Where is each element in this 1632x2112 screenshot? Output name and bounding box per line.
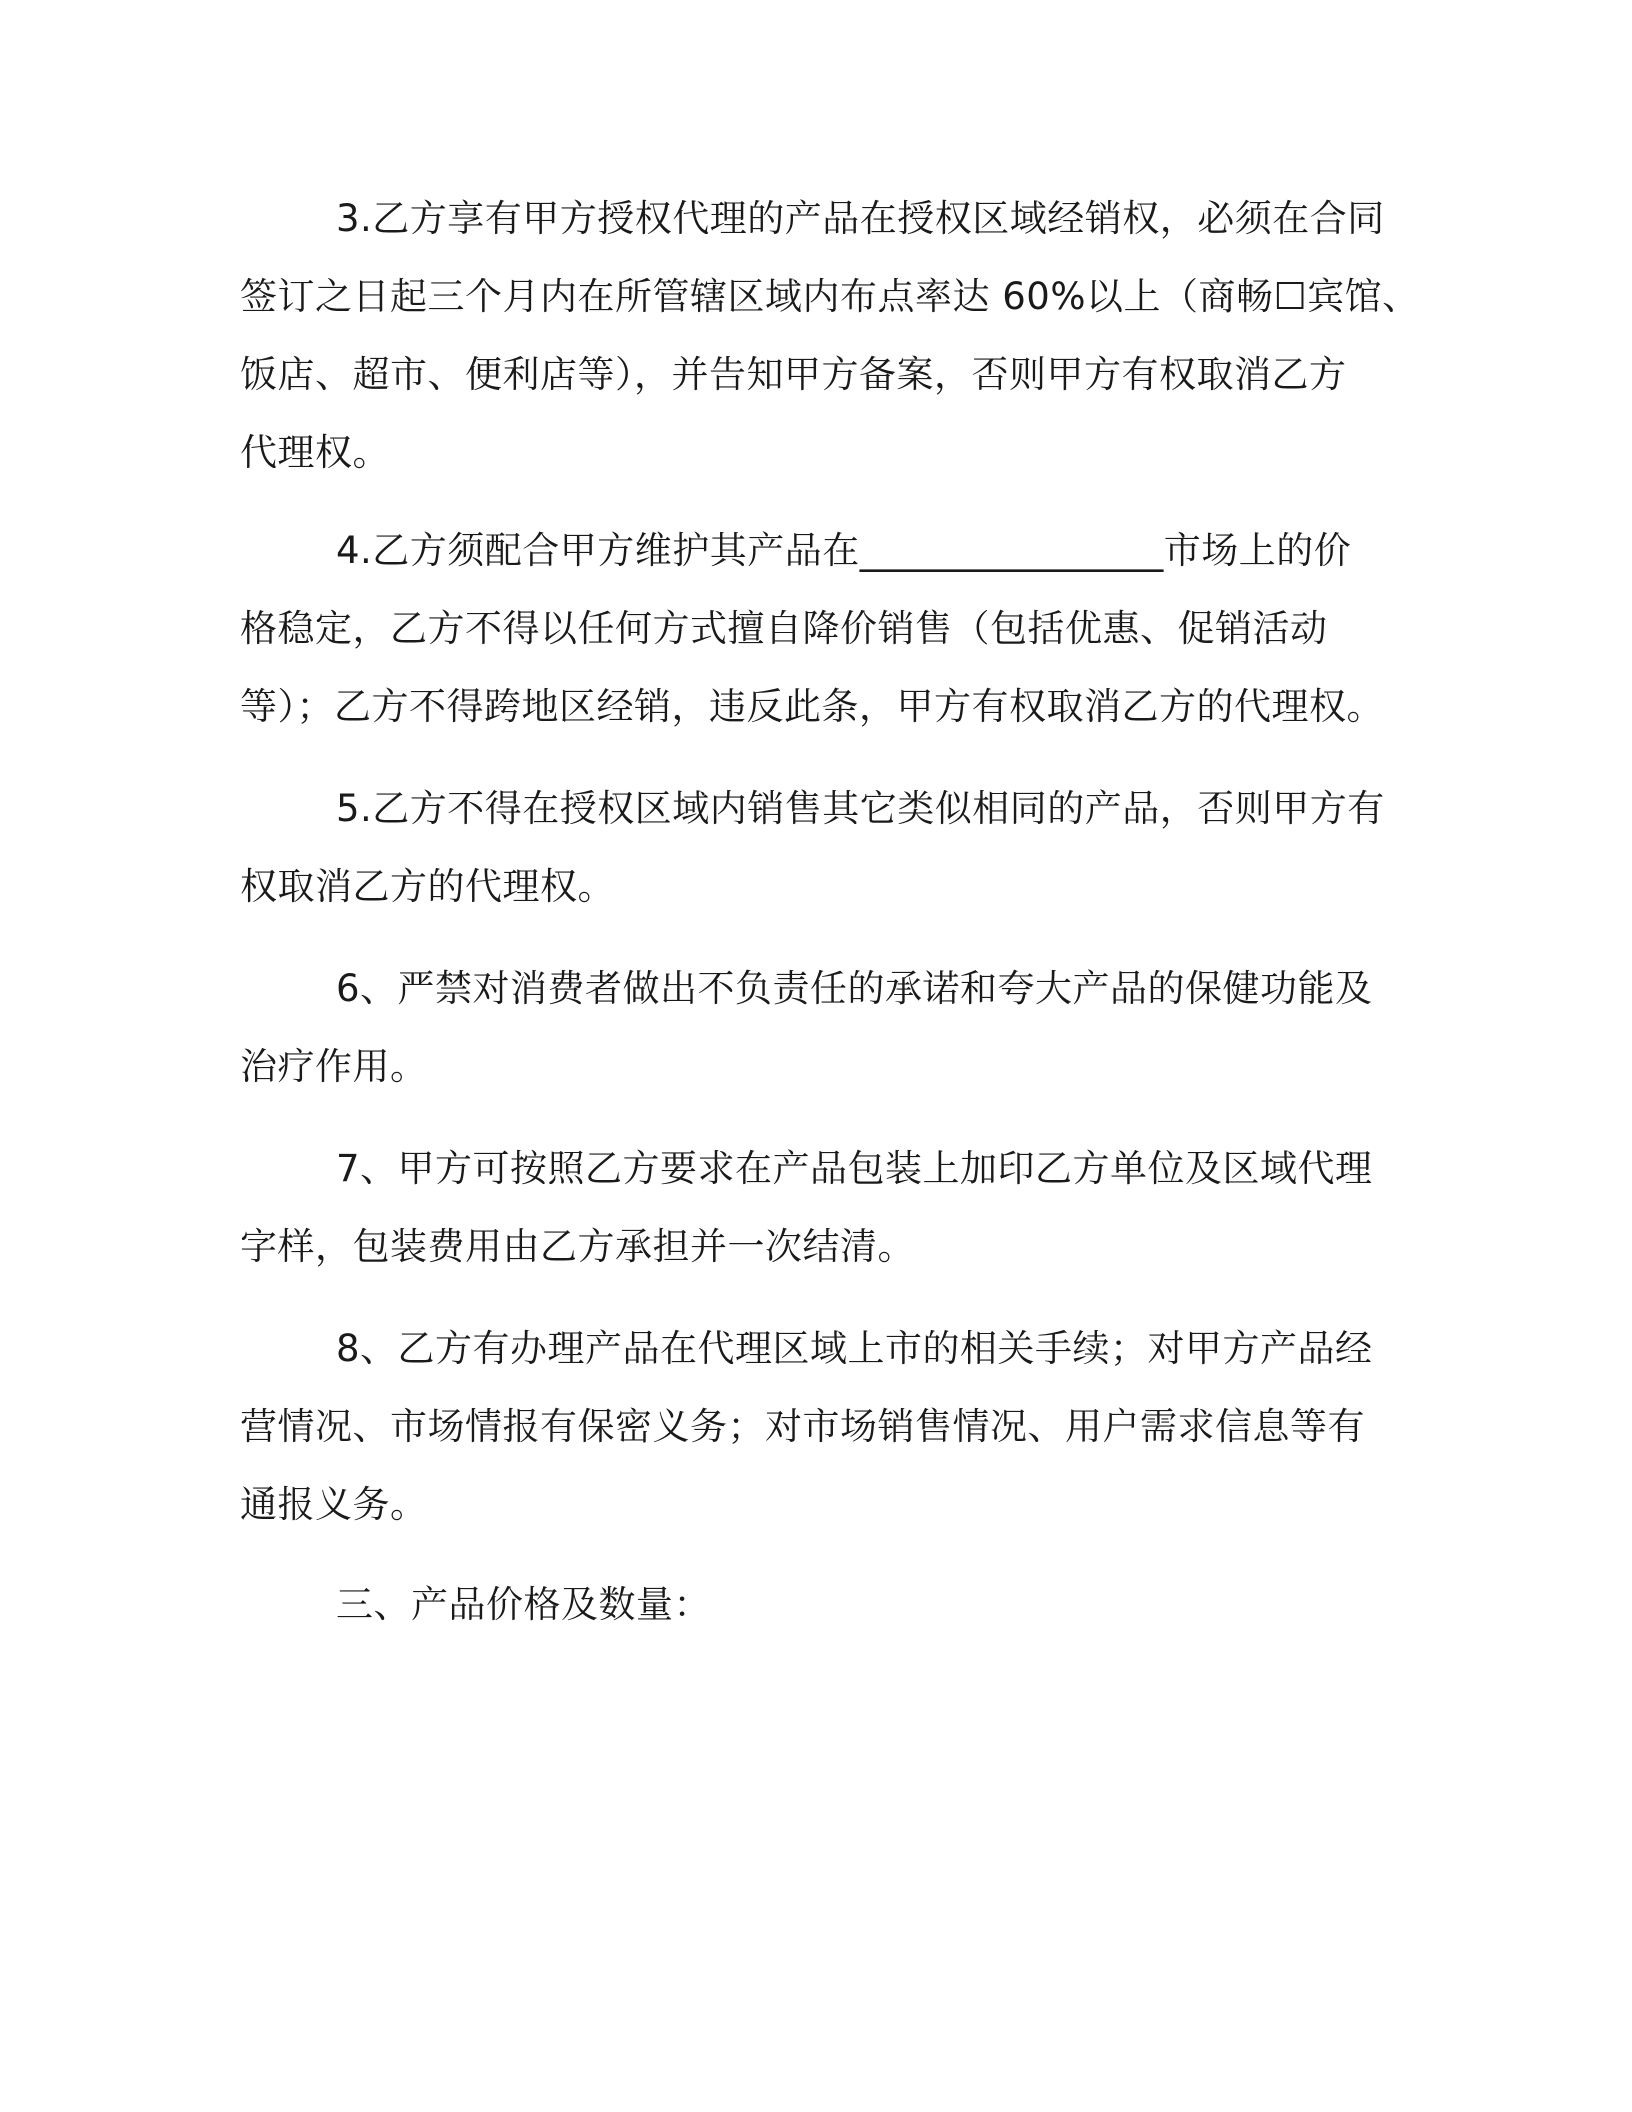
clause-line: 4.乙方须配合甲方维护其产品在________________市场上的价	[336, 529, 1352, 572]
clause-line: 字样，包装费用由乙方承担并一次结清。	[240, 1225, 915, 1268]
section-heading-text: 三、产品价格及数量：	[336, 1583, 711, 1626]
clause-8	[240, 1310, 1380, 1544]
clause-line: 3.乙方享有甲方授权代理的产品在授权区域经销权，必须在合同	[336, 197, 1385, 240]
clause-line: 饭店、超市、便利店等），并告知甲方备案，否则甲方有权取消乙方	[240, 353, 1347, 396]
clause-3	[240, 180, 1420, 492]
clause-line: 权取消乙方的代理权。	[240, 865, 615, 908]
clause-line: 通报义务。	[240, 1483, 428, 1526]
section-heading	[240, 1566, 1380, 1644]
clause-7	[240, 1130, 1380, 1286]
clause-line: 治疗作用。	[240, 1045, 428, 1088]
clause-line: 营情况、市场情报有保密义务；对市场销售情况、用户需求信息等有	[240, 1405, 1365, 1448]
clause-line: 格稳定，乙方不得以任何方式擅自降价销售（包括优惠、促销活动	[240, 607, 1328, 650]
clause-line: 6、严禁对消费者做出不负责任的承诺和夸大产品的保健功能及	[336, 967, 1373, 1010]
clause-line: 等）；乙方不得跨地区经销，违反此条，甲方有权取消乙方的代理权。	[240, 685, 1384, 728]
clause-4	[240, 512, 1384, 746]
clause-line: 签订之日起三个月内在所管辖区域内布点率达 60%以上（商畅☐宾馆、	[240, 275, 1420, 318]
clause-5	[240, 770, 1385, 926]
clause-line: 5.乙方不得在授权区域内销售其它类似相同的产品，否则甲方有	[336, 787, 1385, 830]
clause-line: 8、乙方有办理产品在代理区域上市的相关手续；对甲方产品经	[336, 1327, 1373, 1370]
clause-line: 7、甲方可按照乙方要求在产品包装上加印乙方单位及区域代理	[336, 1147, 1373, 1190]
clause-line: 代理权。	[240, 431, 390, 474]
clause-6	[240, 950, 1380, 1106]
